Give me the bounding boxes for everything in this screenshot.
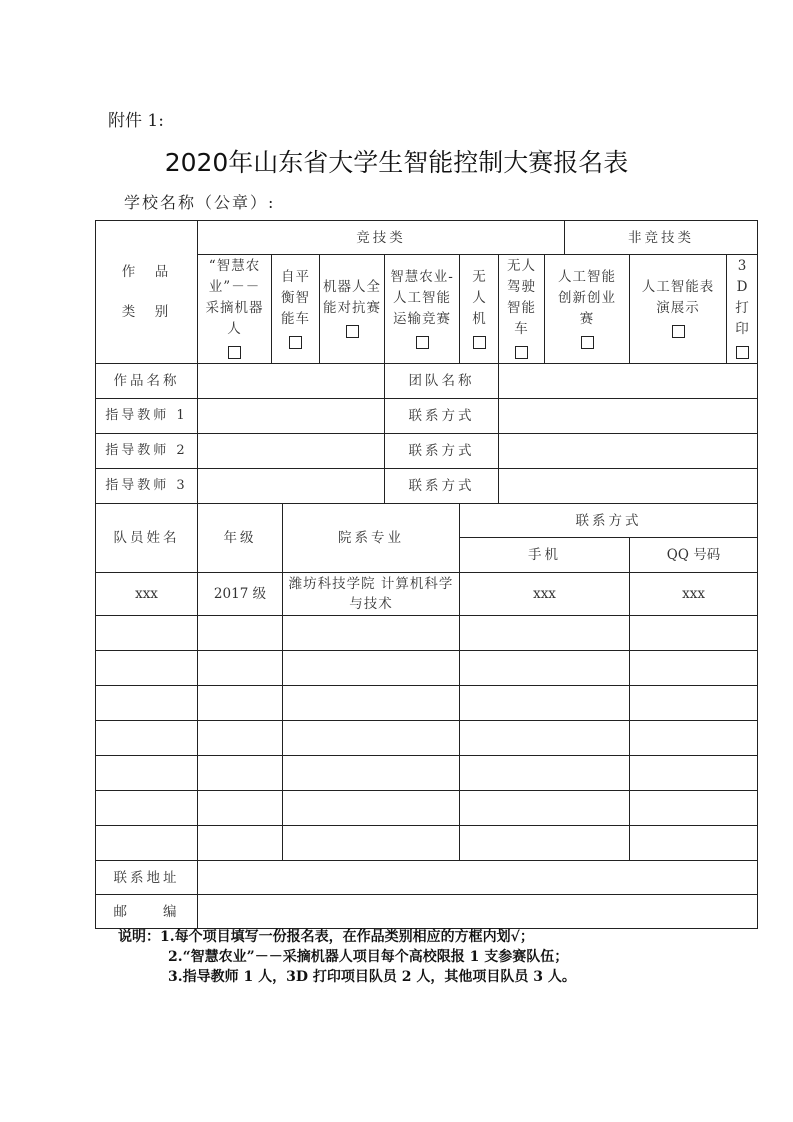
advisor-3-contact-field[interactable] [499, 469, 758, 504]
category-option-picking-robot[interactable] [198, 255, 272, 364]
member-grade-header: 年级 [198, 504, 283, 573]
member-phone-cell[interactable] [460, 826, 630, 861]
member-contact-header: 联系方式 [460, 504, 758, 538]
member-name-cell[interactable] [96, 791, 198, 826]
address-field[interactable] [198, 861, 758, 895]
category-option-robot-combat[interactable] [320, 255, 385, 364]
table-row [96, 826, 758, 861]
category-text: 智慧农业-人工智能运输竞赛 [390, 268, 454, 327]
category-option-ai-show[interactable] [630, 255, 727, 364]
member-grade-cell[interactable] [198, 826, 283, 861]
member-name-cell[interactable] [96, 826, 198, 861]
member-qq-cell[interactable] [630, 791, 758, 826]
category-option-ai-startup[interactable] [545, 255, 630, 364]
member-department-cell[interactable] [283, 721, 460, 756]
team-name-field[interactable] [499, 364, 758, 399]
category-label-line1: 作 品 [121, 264, 172, 280]
category-option-3d-print[interactable] [727, 255, 758, 364]
member-qq-cell[interactable]: xxx [630, 573, 758, 616]
member-qq-header: QQ 号码 [630, 538, 758, 573]
table-row [96, 756, 758, 791]
non-competitive-header: 非竞技类 [565, 221, 758, 255]
category-option-balance-car[interactable] [272, 255, 320, 364]
category-label-line2: 类 别 [121, 304, 172, 320]
member-name-header: 队员姓名 [96, 504, 198, 573]
member-phone-cell[interactable] [460, 651, 630, 686]
member-department-cell[interactable] [283, 791, 460, 826]
advisor-3-label: 指导教师 3 [96, 469, 198, 504]
table-row [96, 616, 758, 651]
member-qq-cell[interactable] [630, 826, 758, 861]
category-text: “智慧农业”－－采摘机器人 [205, 258, 264, 337]
attachment-label: 附件 1: [108, 111, 164, 131]
category-text: 自平衡智能车 [281, 268, 310, 327]
member-department-cell[interactable] [283, 826, 460, 861]
table-row [96, 686, 758, 721]
member-phone-cell[interactable] [460, 756, 630, 791]
advisor-1-contact-field[interactable] [499, 399, 758, 434]
member-phone-cell[interactable]: xxx [460, 573, 630, 616]
member-name-cell[interactable] [96, 686, 198, 721]
table-row [96, 573, 758, 616]
member-department-cell[interactable] [283, 686, 460, 721]
note-line-1: 说明：1.每个项目填写一份报名表，在作品类别相应的方框内划√； [118, 929, 534, 945]
category-option-ai-transport[interactable] [385, 255, 460, 364]
member-name-cell[interactable]: xxx [96, 573, 198, 616]
member-grade-cell[interactable]: 2017 级 [198, 573, 283, 616]
member-qq-cell[interactable] [630, 721, 758, 756]
advisor-3-field[interactable] [198, 469, 385, 504]
member-name-cell[interactable] [96, 756, 198, 791]
member-qq-cell[interactable] [630, 756, 758, 791]
category-checkbox[interactable] [736, 346, 749, 359]
category-label-cell [96, 221, 198, 364]
category-text: 无人机 [472, 268, 486, 327]
category-option-autonomous-car[interactable] [499, 255, 545, 364]
member-department-cell[interactable]: 潍坊科技学院 计算机科学与技术 [283, 573, 460, 616]
member-grade-cell[interactable] [198, 721, 283, 756]
member-phone-cell[interactable] [460, 686, 630, 721]
category-checkbox[interactable] [346, 325, 359, 338]
registration-table [95, 220, 758, 929]
advisor-2-contact-field[interactable] [499, 434, 758, 469]
advisor-1-contact-label: 联系方式 [385, 399, 499, 434]
category-text: 人工智能创新创业赛 [558, 268, 616, 327]
advisor-3-contact-label: 联系方式 [385, 469, 499, 504]
member-department-cell[interactable] [283, 651, 460, 686]
member-grade-cell[interactable] [198, 791, 283, 826]
category-text: 人工智能表演展示 [641, 279, 715, 316]
competitive-header: 竞技类 [198, 221, 565, 255]
member-grade-cell[interactable] [198, 651, 283, 686]
member-name-cell[interactable] [96, 616, 198, 651]
table-row [96, 791, 758, 826]
category-checkbox[interactable] [515, 346, 528, 359]
category-text: 机器人全能对抗赛 [323, 279, 381, 316]
postcode-field[interactable] [198, 895, 758, 929]
advisor-2-label: 指导教师 2 [96, 434, 198, 469]
member-name-cell[interactable] [96, 721, 198, 756]
notes [118, 927, 576, 987]
member-grade-cell[interactable] [198, 756, 283, 791]
category-option-drone[interactable] [460, 255, 499, 364]
member-department-cell[interactable] [283, 616, 460, 651]
member-department-cell[interactable] [283, 756, 460, 791]
advisor-2-field[interactable] [198, 434, 385, 469]
team-name-label: 团队名称 [385, 364, 499, 399]
form-title: 2020年山东省大学生智能控制大赛报名表 [164, 148, 629, 177]
member-qq-cell[interactable] [630, 616, 758, 651]
advisor-1-field[interactable] [198, 399, 385, 434]
member-grade-cell[interactable] [198, 616, 283, 651]
advisor-1-label: 指导教师 1 [96, 399, 198, 434]
category-text: 无人驾驶智能车 [507, 258, 536, 337]
category-checkbox[interactable] [228, 346, 241, 359]
member-phone-header: 手机 [460, 538, 630, 573]
advisor-2-contact-label: 联系方式 [385, 434, 499, 469]
table-row [96, 651, 758, 686]
member-qq-cell[interactable] [630, 651, 758, 686]
category-checkbox[interactable] [416, 336, 429, 349]
note-line-2: 2.“智慧农业”－－采摘机器人项目每个高校限报 1 支参赛队伍； [168, 949, 569, 965]
member-phone-cell[interactable] [460, 616, 630, 651]
category-checkbox[interactable] [473, 336, 486, 349]
member-qq-cell[interactable] [630, 686, 758, 721]
member-phone-cell[interactable] [460, 721, 630, 756]
table-row [96, 721, 758, 756]
member-department-header: 院系专业 [283, 504, 460, 573]
address-label: 联系地址 [96, 861, 198, 895]
category-checkbox[interactable] [289, 336, 302, 349]
category-checkbox[interactable] [581, 336, 594, 349]
work-name-field[interactable] [198, 364, 385, 399]
member-grade-cell[interactable] [198, 686, 283, 721]
postcode-label: 邮 编 [96, 895, 198, 929]
category-checkbox[interactable] [672, 325, 685, 338]
member-name-cell[interactable] [96, 651, 198, 686]
category-text: 3D打印 [735, 258, 749, 337]
member-phone-cell[interactable] [460, 791, 630, 826]
work-name-label: 作品名称 [96, 364, 198, 399]
school-name-label: 学校名称（公章）: [124, 193, 276, 212]
note-line-3: 3.指导教师 1 人，3D 打印项目队员 2 人，其他项目队员 3 人。 [168, 969, 576, 985]
